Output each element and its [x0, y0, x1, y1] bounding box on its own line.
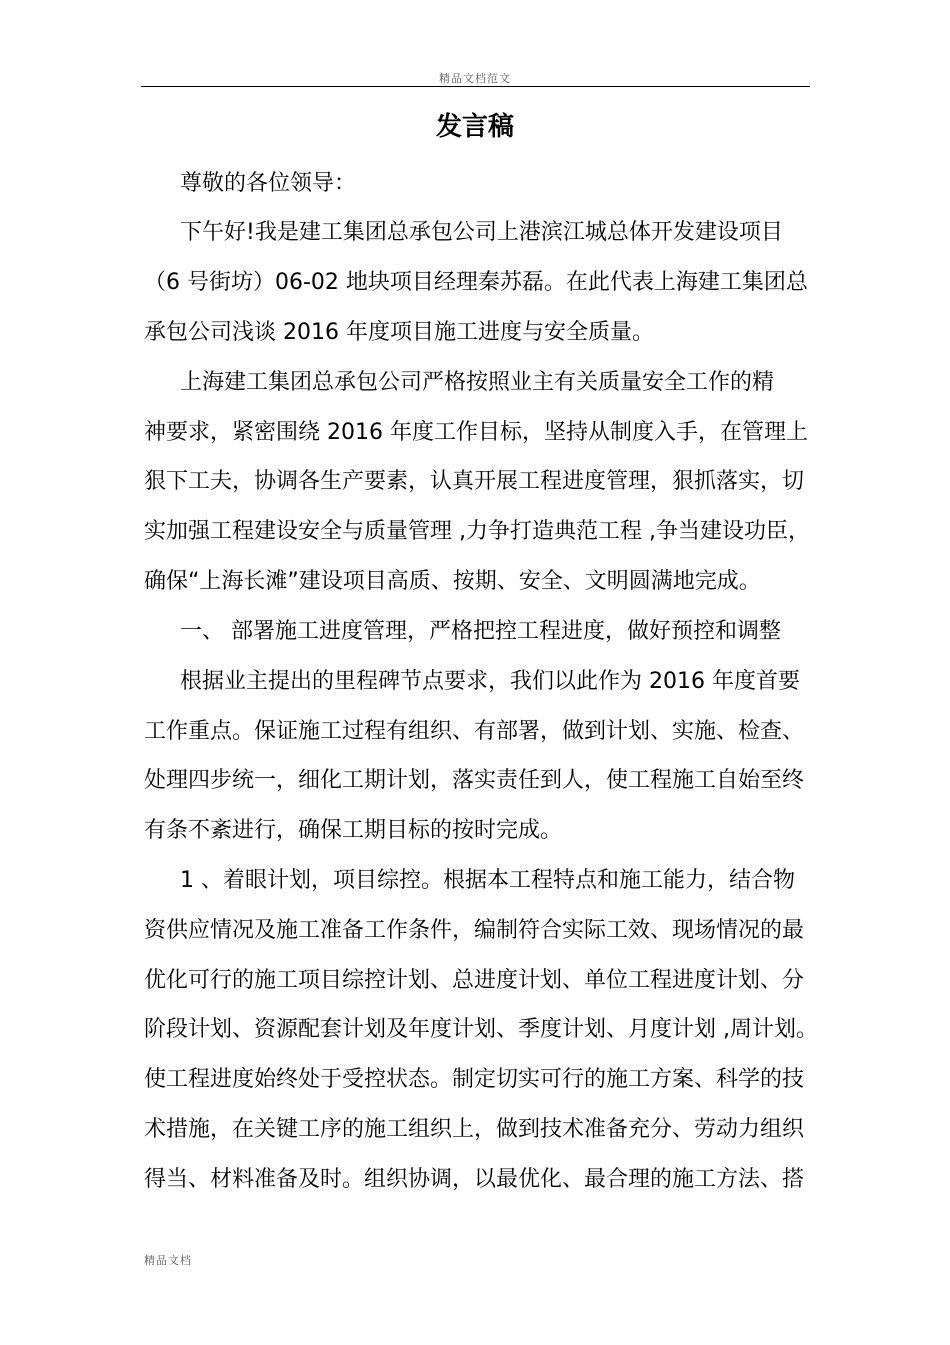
paragraph-line: 承包公司浅谈 2016 年度项目施工进度与安全质量。 — [144, 320, 654, 345]
paragraph-line: 确保“上海长滩”建设项目高质、按期、安全、文明圆满地完成。 — [144, 569, 761, 594]
salutation-line: 尊敬的各位领导： — [180, 171, 357, 196]
paragraph-line: 狠下工夫，协调各生产要素，认真开展工程进度管理，狠抓落实，切 — [144, 469, 805, 494]
paragraph-line: 根据业主提出的里程碑节点要求，我们以此作为 2016 年度首要 — [180, 669, 800, 694]
paragraph-line: （6 号街坊）06-02 地块项目经理秦苏磊。在此代表上海建工集团总 — [144, 270, 808, 295]
header-text: 精品文档范文 — [439, 72, 511, 85]
paragraph-line: 工作重点。保证施工过程有组织、有部署，做到计划、实施、检查、 — [144, 719, 805, 744]
paragraph-line: 上海建工集团总承包公司严格按照业主有关质量安全工作的精 — [180, 370, 775, 395]
paragraph-line: 资供应情况及施工准备工作条件，编制符合实际工效、现场情况的最 — [144, 918, 805, 943]
footer-text: 精品文档 — [144, 1254, 192, 1267]
paragraph-line: 神要求，紧密围绕 2016 年度工作目标，坚持从制度入手，在管理上 — [144, 420, 808, 445]
paragraph-line: 术措施，在关键工序的施工组织上，做到技术准备充分、劳动力组织 — [144, 1117, 805, 1142]
paragraph-line: 得当、材料准备及时。组织协调，以最优化、最合理的施工方法、搭 — [144, 1167, 805, 1192]
paragraph-line: 有条不紊进行，确保工期目标的按时完成。 — [144, 818, 563, 843]
document-title: 发言稿 — [435, 112, 514, 142]
paragraph-line: 下午好!我是建工集团总承包公司上港滨江城总体开发建设项目 — [180, 220, 783, 245]
header-divider — [141, 86, 810, 87]
paragraph-line: 处理四步统一，细化工期计划，落实责任到人，使工程施工自始至终 — [144, 768, 805, 793]
section-heading: 一、 部署施工进度管理，严格把控工程进度，做好预控和调整 — [180, 619, 781, 644]
paragraph-line: 使工程进度始终处于受控状态。制定切实可行的施工方案、科学的技 — [144, 1067, 805, 1092]
paragraph-line: 1 、着眼计划，项目综控。根据本工程特点和施工能力，结合物 — [180, 868, 795, 893]
paragraph-line: 优化可行的施工项目综控计划、总进度计划、单位工程进度计划、分 — [144, 968, 805, 993]
paragraph-line: 阶段计划、资源配套计划及年度计划、季度计划、月度计划 ,周计划。 — [144, 1017, 818, 1042]
paragraph-line: 实加强工程建设安全与质量管理 ,力争打造典范工程 ,争当建设功臣， — [144, 519, 810, 544]
